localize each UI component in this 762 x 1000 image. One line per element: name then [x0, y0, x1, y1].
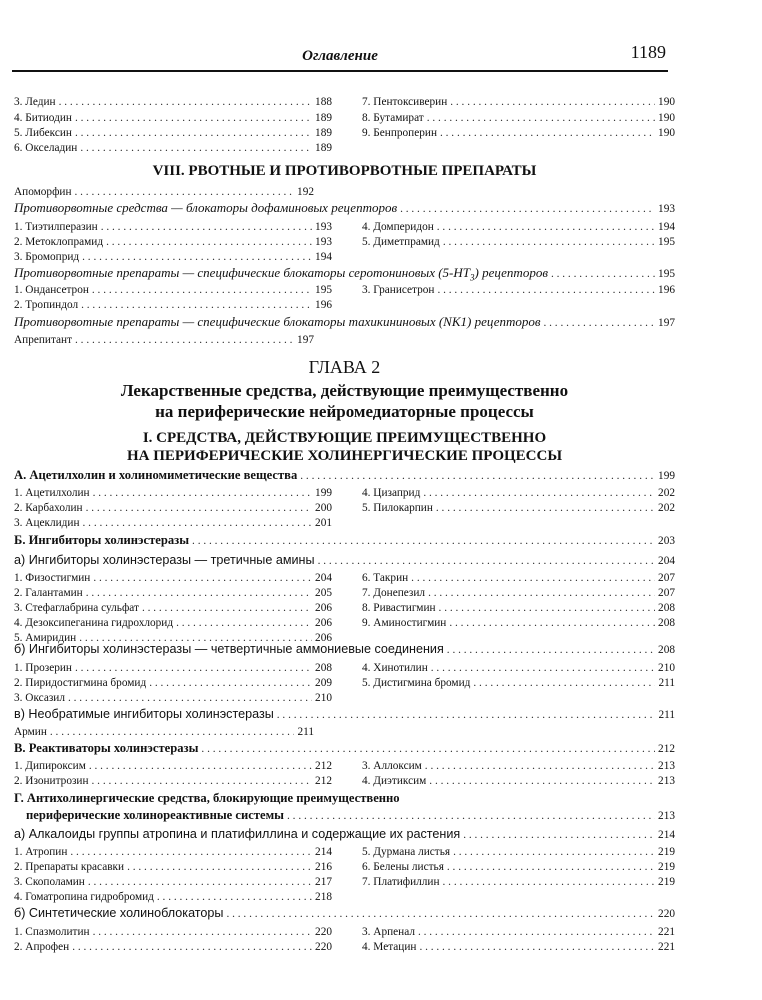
toc-entry: 3. Аллоксим . . . 213 [362, 759, 675, 773]
toc-subsection-line1: Г. Антихолинергические средства, блокирующие преимущественно [14, 791, 400, 805]
toc-subsection-entry: Б. Ингибиторы холинэстеразы . . . 203 [14, 533, 675, 548]
toc-entry: 1. Тиэтилперазин . . . 193 [14, 220, 332, 234]
chapter-title-line2: на периферические нейромедиаторные процессы [155, 402, 534, 421]
chapter-label: ГЛАВА 2 [308, 357, 381, 377]
toc-group-entry: б) Синтетические холиноблокаторы . . . 220 [14, 906, 675, 921]
toc-entry: 3. Гранисетрон . . . 196 [362, 283, 675, 297]
toc-entry: 2. Пиридостигмина бромид . . . 209 [14, 676, 332, 690]
toc-entry: 2. Галантамин . . . 205 [14, 586, 332, 600]
toc-subsection-entry: В. Реактиваторы холинэстеразы . . . 212 [14, 741, 675, 756]
page-number: 1189 [630, 42, 666, 62]
toc-entry: 1. Атропин . . . 214 [14, 845, 332, 859]
toc-entry: 2. Изонитрозин . . . 212 [14, 774, 332, 788]
toc-entry: 3. Скополамин . . . 217 [14, 875, 332, 889]
toc-group-entry: а) Алкалоиды группы атропина и платифиллина и содержащие их растения . . . 214 [14, 827, 675, 842]
chapter-title-line1: Лекарственные средства, действующие преимущественно [120, 381, 569, 400]
header-title: Оглавление [302, 48, 378, 64]
toc-entry: 5. Диметпрамид . . . 195 [362, 235, 675, 249]
toc-entry: 2. Апрофен . . . 220 [14, 940, 332, 954]
toc-entry: 3. Бромоприд . . . 194 [14, 250, 332, 264]
toc-entry: 4. Метацин . . . 221 [362, 940, 675, 954]
toc-entry: 7. Пентоксиверин . . . 190 [362, 95, 675, 109]
toc-entry: 5. Дурмана листья . . . 219 [362, 845, 675, 859]
toc-entry: 9. Аминостигмин . . . 208 [362, 616, 675, 630]
toc-entry: 2. Препараты красавки . . . 216 [14, 860, 332, 874]
toc-entry: 1. Ондансетрон . . . 195 [14, 283, 332, 297]
toc-entry: 5. Дистигмина бромид . . . 211 [362, 676, 675, 690]
toc-group-entry: Противорвотные препараты — специфические блокаторы тахикининовых (NK1) рецепторов . . . 197 [14, 315, 675, 330]
running-header [12, 42, 668, 72]
toc-entry: 3. Ацеклидин . . . 201 [14, 516, 332, 530]
section-heading-line2: НА ПЕРИФЕРИЧЕСКИЕ ХОЛИНЕРГИЧЕСКИЕ ПРОЦЕССЫ [126, 448, 563, 464]
toc-entry: 4. Диэтиксим . . . 213 [362, 774, 675, 788]
toc-entry: 7. Платифиллин . . . 219 [362, 875, 675, 889]
toc-entry: Апрепитант . . . 197 [14, 333, 314, 347]
toc-group-entry: а) Ингибиторы холинэстеразы — третичные амины . . . 204 [14, 553, 675, 568]
toc-entry: 4. Цизаприд . . . 202 [362, 486, 675, 500]
toc-entry: 3. Ледин . . . 188 [14, 95, 332, 109]
toc-entry: 8. Бутамират . . . 190 [362, 111, 675, 125]
toc-entry: 3. Стефаглабрина сульфат . . . 206 [14, 601, 332, 615]
toc-entry: 6. Такрин . . . 207 [362, 571, 675, 585]
toc-entry: 1. Ацетилхолин . . . 199 [14, 486, 332, 500]
section-heading: VIII. РВОТНЫЕ И ПРОТИВОРВОТНЫЕ ПРЕПАРАТЫ [152, 163, 537, 179]
toc-entry: 1. Спазмолитин . . . 220 [14, 925, 332, 939]
toc-entry: 4. Дезоксипеганина гидрохлорид . . . 206 [14, 616, 332, 630]
toc-entry: 6. Белены листья . . . 219 [362, 860, 675, 874]
toc-entry: 8. Ривастигмин . . . 208 [362, 601, 675, 615]
toc-group-entry: б) Ингибиторы холинэстеразы — четвертичные аммониевые соединения . . . 208 [14, 642, 675, 657]
toc-entry: 5. Амиридин . . . 206 [14, 631, 332, 645]
toc-entry: 1. Дипироксим . . . 212 [14, 759, 332, 773]
toc-entry: 3. Арпенал . . . 221 [362, 925, 675, 939]
toc-group-entry: в) Необратимые ингибиторы холинэстеразы . . . 211 [14, 707, 675, 722]
section-heading-line1: I. СРЕДСТВА, ДЕЙСТВУЮЩИЕ ПРЕИМУЩЕСТВЕННО [142, 430, 547, 446]
toc-group-entry: Противорвотные препараты — специфические блокаторы серотониновых $(5-НТ_3)$ рецепторов . . . 195 [14, 266, 675, 285]
toc-entry: Армин . . . 211 [14, 725, 314, 739]
toc-entry: 5. Пилокарпин . . . 202 [362, 501, 675, 515]
toc-entry: 3. Оксазил . . . 210 [14, 691, 332, 705]
toc-entry: 7. Донепезил . . . 207 [362, 586, 675, 600]
toc-entry: 4. Хинотилин . . . 210 [362, 661, 675, 675]
toc-entry: 2. Метоклопрамид . . . 193 [14, 235, 332, 249]
toc-subsection-entry: А. Ацетилхолин и холиномиметические вещества . . . 199 [14, 468, 675, 483]
toc-entry: 4. Гоматропина гидробромид . . . 218 [14, 890, 332, 904]
toc-entry: 2. Карбахолин . . . 200 [14, 501, 332, 515]
toc-entry: 9. Бенпроперин . . . 190 [362, 126, 675, 140]
toc-entry: 4. Домперидон . . . 194 [362, 220, 675, 234]
toc-entry: 1. Физостигмин . . . 204 [14, 571, 332, 585]
toc-entry: 2. Тропиндол . . . 196 [14, 298, 332, 312]
toc-entry: 5. Либексин . . . 189 [14, 126, 332, 140]
toc-entry: 1. Прозерин . . . 208 [14, 661, 332, 675]
toc-entry: Апоморфин . . . 192 [14, 185, 314, 199]
toc-entry: 4. Битиодин . . . 189 [14, 111, 332, 125]
toc-group-entry: Противорвотные средства — блокаторы дофаминовых рецепторов . . . 193 [14, 201, 675, 216]
toc-entry: 6. Окселадин . . . 189 [14, 141, 332, 155]
toc-subsection-entry: периферические холинореактивные системы . . . 213 [14, 808, 675, 823]
